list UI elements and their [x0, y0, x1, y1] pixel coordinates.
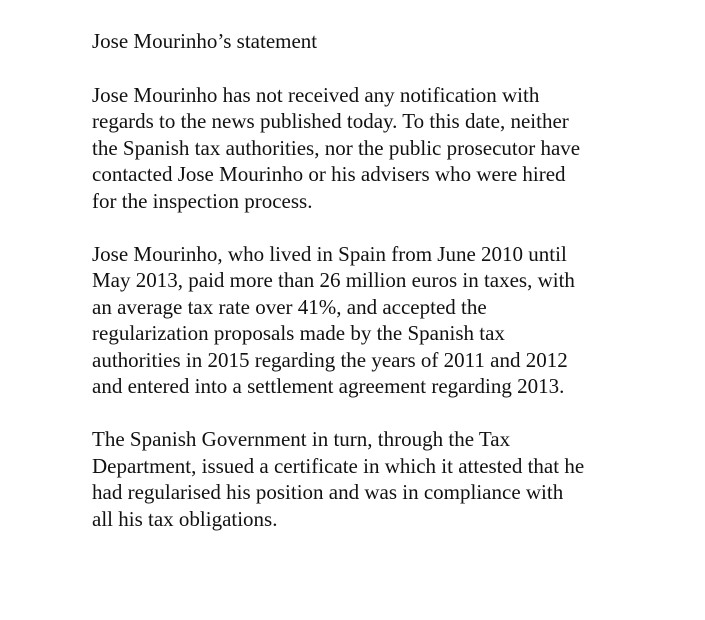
paragraph-line: for the inspection process. [92, 188, 313, 213]
paragraph-line: contacted Jose Mourinho or his advisers who were hired [92, 162, 566, 186]
paragraph-line: The Spanish Government in turn, through the Tax [92, 427, 511, 451]
paragraph-line: regularization proposals made by the Spanish tax [92, 321, 505, 345]
paragraph-2 [92, 241, 652, 400]
paragraph-line: had regularised his position and was in compliance with [92, 480, 564, 504]
paragraph-line: an average tax rate over 41%, and accepted the [92, 294, 487, 319]
paragraph-line: May 2013, paid more than 26 million euros in taxes, with [92, 268, 575, 292]
statement-text [92, 28, 652, 559]
paragraph-line: all his tax obligations. [92, 506, 278, 531]
paragraph-line: authorities in 2015 regarding the years of 2011 and 2012 [92, 347, 568, 372]
paragraph-line: regards to the news published today. To this date, neither [92, 109, 569, 133]
paragraph-line: the Spanish tax authorities, nor the public prosecutor have [92, 135, 581, 160]
page-title: Jose Mourinho’s statement [92, 29, 318, 53]
paragraph-3 [92, 426, 652, 532]
paragraph-line: Jose Mourinho, who lived in Spain from June 2010 until [92, 241, 567, 266]
paragraph-line: Jose Mourinho has not received any notification with [92, 82, 540, 107]
paragraph-line: Department, issued a certificate in which it attested that he [92, 453, 585, 478]
paragraph-1 [92, 82, 652, 215]
paragraph-line: and entered into a settlement agreement regarding 2013. [92, 374, 565, 398]
